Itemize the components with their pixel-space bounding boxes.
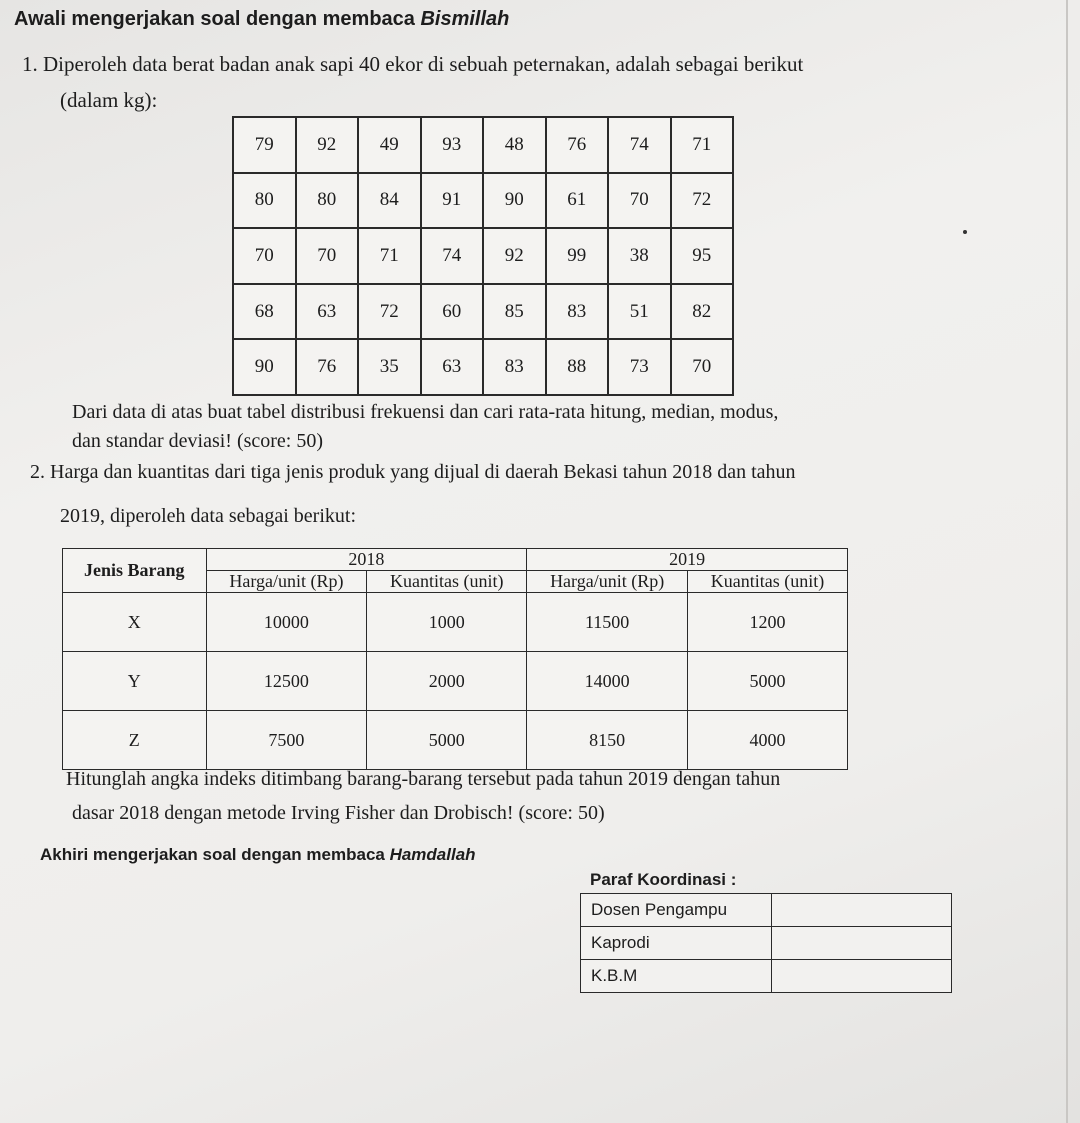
- weight-cell: 90: [233, 339, 296, 395]
- paraf-role: Kaprodi: [581, 927, 772, 960]
- weight-cell: 91: [421, 173, 484, 229]
- q2-text-line4: dasar 2018 dengan metode Irving Fisher dan Drobisch! (score: 50): [72, 802, 605, 824]
- weight-cell: 60: [421, 284, 484, 340]
- weight-cell: 68: [233, 284, 296, 340]
- weight-cell: 70: [671, 339, 734, 395]
- weight-cell: 74: [608, 117, 671, 173]
- q2-text-line3: Hitunglah angka indeks ditimbang barang-barang tersebut pada tahun 2019 dengan tahun: [66, 768, 781, 790]
- q1-text-line2: (dalam kg):: [60, 88, 158, 112]
- table-row: [581, 894, 952, 927]
- weight-cell: 70: [233, 228, 296, 284]
- q1-text-line3: Dari data di atas buat tabel distribusi frekuensi dan cari rata-rata hitung, median, modus,: [72, 401, 779, 423]
- price-2019: 11500: [527, 593, 688, 652]
- item-name: Z: [63, 711, 207, 770]
- ink-dot: [963, 230, 967, 234]
- table-row: [63, 711, 848, 770]
- weight-cell: 95: [671, 228, 734, 284]
- item-name: X: [63, 593, 207, 652]
- paraf-role: Dosen Pengampu: [581, 894, 772, 927]
- weight-cell: 88: [546, 339, 609, 395]
- col-header-price-2019: Harga/unit (Rp): [527, 571, 688, 593]
- table-row: [63, 593, 848, 652]
- col-header-qty-2018: Kuantitas (unit): [367, 571, 527, 593]
- col-header-year-2018: 2018: [206, 549, 527, 571]
- qty-2018: 2000: [367, 652, 527, 711]
- weight-cell: 35: [358, 339, 421, 395]
- paraf-signature-cell[interactable]: [772, 960, 952, 993]
- closing-instruction: Akhiri mengerjakan soal dengan membaca Hamdallah: [40, 845, 476, 864]
- q2-text-line1: 2. Harga dan kuantitas dari tiga jenis produk yang dijual di daerah Bekasi tahun 2018 dan tahun: [30, 461, 796, 483]
- weight-cell: 80: [296, 173, 359, 229]
- table-row: [581, 927, 952, 960]
- weight-cell: 49: [358, 117, 421, 173]
- table-row: [233, 339, 733, 395]
- qty-2018: 5000: [367, 711, 527, 770]
- table-row: [63, 652, 848, 711]
- weight-cell: 79: [233, 117, 296, 173]
- weight-cell: 61: [546, 173, 609, 229]
- paper-edge: [1066, 0, 1068, 1123]
- weight-cell: 70: [296, 228, 359, 284]
- weight-cell: 92: [296, 117, 359, 173]
- qty-2018: 1000: [367, 593, 527, 652]
- weight-cell: 73: [608, 339, 671, 395]
- price-quantity-table: [62, 548, 848, 770]
- weight-cell: 93: [421, 117, 484, 173]
- opening-instruction: Awali mengerjakan soal dengan membaca Bismillah: [14, 8, 510, 30]
- weight-cell: 84: [358, 173, 421, 229]
- col-header-qty-2019: Kuantitas (unit): [688, 571, 848, 593]
- paraf-title: Paraf Koordinasi :: [590, 870, 737, 889]
- paraf-table: [580, 893, 952, 993]
- col-header-year-2019: 2019: [527, 549, 848, 571]
- weight-cell: 71: [358, 228, 421, 284]
- weight-cell: 63: [421, 339, 484, 395]
- weight-cell: 72: [358, 284, 421, 340]
- weight-cell: 76: [296, 339, 359, 395]
- col-header-item: Jenis Barang: [63, 549, 207, 593]
- weight-cell: 99: [546, 228, 609, 284]
- weight-cell: 70: [608, 173, 671, 229]
- weight-cell: 74: [421, 228, 484, 284]
- table-row: [581, 960, 952, 993]
- price-2019: 14000: [527, 652, 688, 711]
- weight-cell: 71: [671, 117, 734, 173]
- paraf-signature-cell[interactable]: [772, 927, 952, 960]
- weight-cell: 72: [671, 173, 734, 229]
- q1-text-line4: dan standar deviasi! (score: 50): [72, 430, 324, 452]
- table-row: [233, 173, 733, 229]
- weight-cell: 38: [608, 228, 671, 284]
- weight-cell: 48: [483, 117, 546, 173]
- weight-cell: 63: [296, 284, 359, 340]
- weights-table: [232, 116, 734, 396]
- weight-cell: 92: [483, 228, 546, 284]
- col-header-price-2018: Harga/unit (Rp): [206, 571, 367, 593]
- q1-text-line1: 1. Diperoleh data berat badan anak sapi 40 ekor di sebuah peternakan, adalah sebagai berikut: [22, 52, 804, 76]
- paraf-role: K.B.M: [581, 960, 772, 993]
- weight-cell: 51: [608, 284, 671, 340]
- weight-cell: 80: [233, 173, 296, 229]
- weight-cell: 82: [671, 284, 734, 340]
- weight-cell: 76: [546, 117, 609, 173]
- weight-cell: 85: [483, 284, 546, 340]
- table-row: [233, 284, 733, 340]
- price-2018: 7500: [206, 711, 367, 770]
- q2-text-line2: 2019, diperoleh data sebagai berikut:: [60, 505, 357, 527]
- item-name: Y: [63, 652, 207, 711]
- qty-2019: 4000: [688, 711, 848, 770]
- qty-2019: 1200: [688, 593, 848, 652]
- price-2018: 10000: [206, 593, 367, 652]
- price-2019: 8150: [527, 711, 688, 770]
- qty-2019: 5000: [688, 652, 848, 711]
- price-2018: 12500: [206, 652, 367, 711]
- paraf-signature-cell[interactable]: [772, 894, 952, 927]
- weight-cell: 90: [483, 173, 546, 229]
- table-row: [233, 117, 733, 173]
- weight-cell: 83: [483, 339, 546, 395]
- weight-cell: 83: [546, 284, 609, 340]
- table-row: [233, 228, 733, 284]
